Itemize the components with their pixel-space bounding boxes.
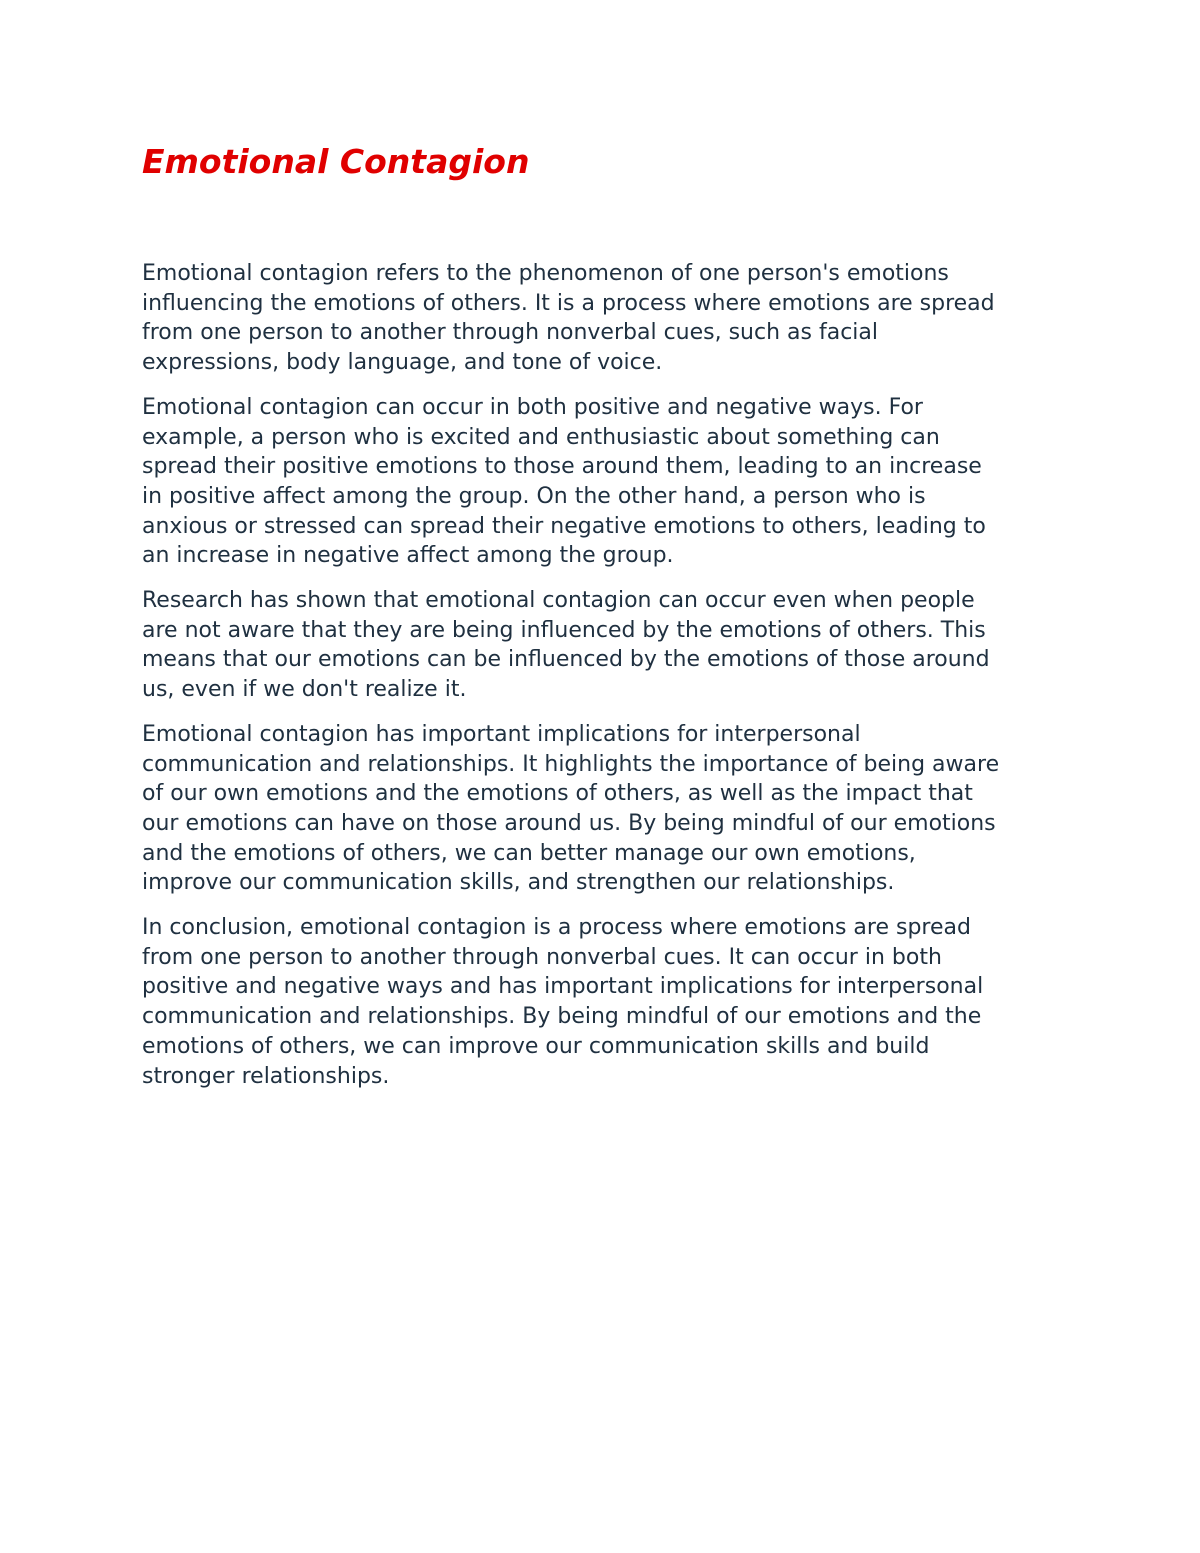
text-line: positive and negative ways and has important implications for interpersonal	[142, 974, 984, 1000]
text-line: are not aware that they are being influenced by the emotions of others. This	[142, 617, 986, 643]
document-title: Emotional Contagion	[142, 142, 530, 181]
text-line: Emotional contagion has important implications for interpersonal	[142, 721, 861, 747]
text-line: and the emotions of others, we can better manage our own emotions,	[142, 840, 916, 866]
text-line: in positive affect among the group. On the other hand, a person who is	[142, 483, 926, 509]
text-line: emotions of others, we can improve our communication skills and build	[142, 1033, 930, 1059]
text-line: anxious or stressed can spread their negative emotions to others, leading to	[142, 513, 986, 539]
text-line: communication and relationships. It highlights the importance of being aware	[142, 751, 1000, 777]
text-line: spread their positive emotions to those around them, leading to an increase	[142, 454, 982, 480]
text-line: improve our communication skills, and strengthen our relationships.	[142, 870, 895, 896]
text-line: example, a person who is excited and enthusiastic about something can	[142, 424, 940, 450]
paragraph-1	[142, 259, 1072, 378]
text-line: stronger relationships.	[142, 1063, 390, 1089]
paragraph-3	[142, 586, 1072, 705]
text-line: Emotional contagion can occur in both positive and negative ways. For	[142, 394, 923, 420]
document-body	[142, 259, 1072, 1106]
text-line: In conclusion, emotional contagion is a process where emotions are spread	[142, 915, 971, 941]
text-line: from one person to another through nonverbal cues. It can occur in both	[142, 944, 942, 970]
paragraph-4	[142, 720, 1072, 898]
text-line: an increase in negative affect among the group.	[142, 543, 674, 569]
text-line: of our own emotions and the emotions of others, as well as the impact that	[142, 781, 973, 807]
text-line: communication and relationships. By being mindful of our emotions and the	[142, 1004, 982, 1030]
text-line: from one person to another through nonverbal cues, such as facial	[142, 320, 878, 346]
text-line: Research has shown that emotional contagion can occur even when people	[142, 588, 975, 614]
text-line: Emotional contagion refers to the phenomenon of one person's emotions	[142, 261, 949, 286]
paragraph-2	[142, 393, 1072, 571]
paragraph-5	[142, 913, 1072, 1091]
text-line: us, even if we don't realize it.	[142, 677, 467, 703]
text-line: our emotions can have on those around us. By being mindful of our emotions	[142, 810, 996, 836]
text-line: influencing the emotions of others. It is a process where emotions are spread	[142, 290, 995, 316]
text-line: means that our emotions can be influenced by the emotions of those around	[142, 647, 990, 673]
text-line: expressions, body language, and tone of voice.	[142, 350, 663, 376]
